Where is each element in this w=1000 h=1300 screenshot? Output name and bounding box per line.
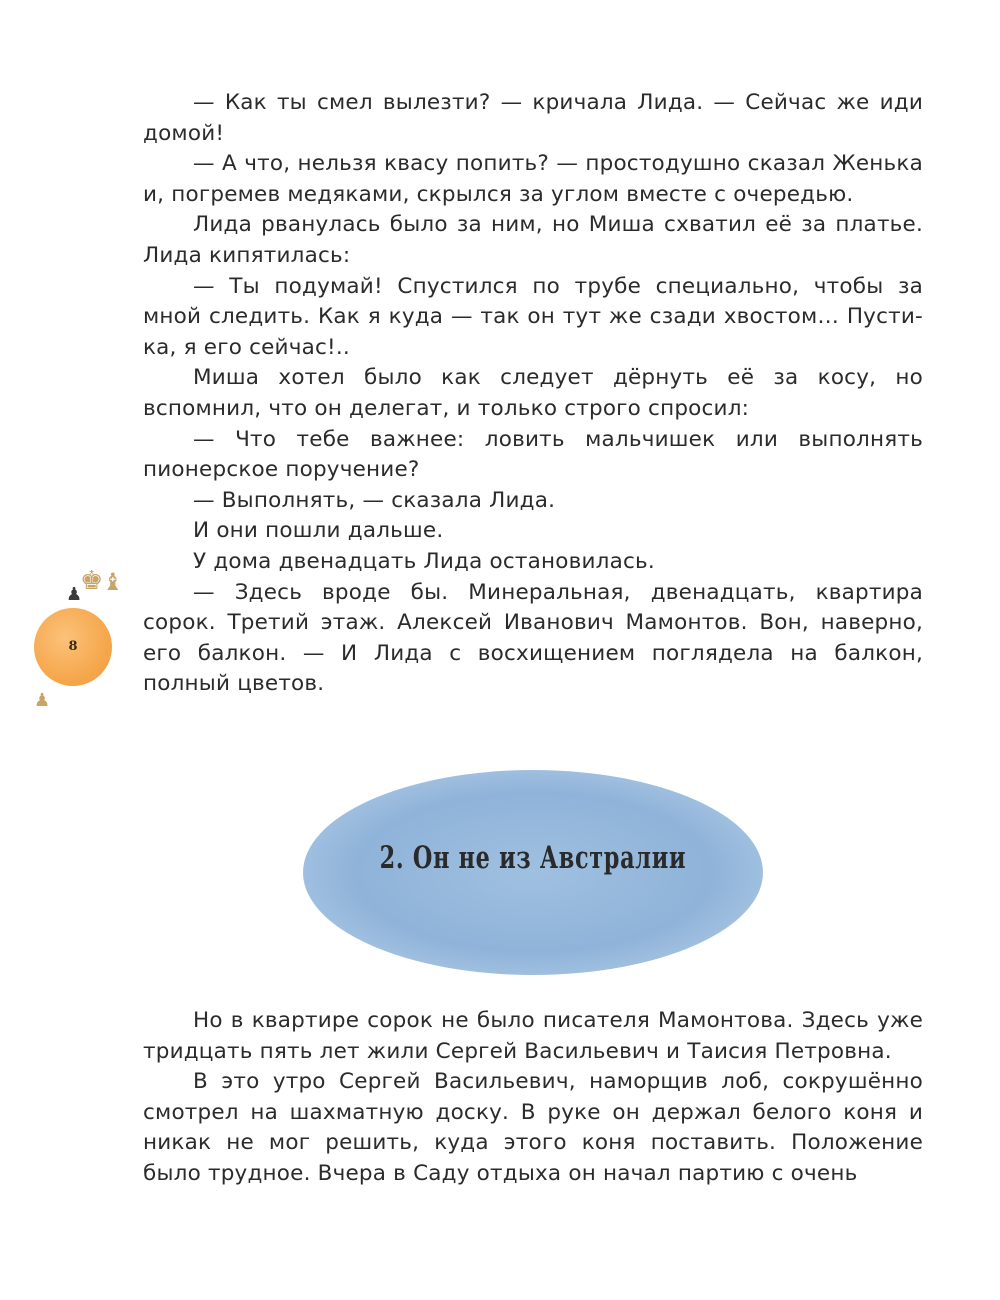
chess-king-icon: ♚ [80,566,104,596]
paragraph: — Ты подумай! Спустился по трубе специально, чтобы за мной следить. Как я куда — так он тут же сзади хвостом… Пусти-ка, я его сейчас!.. [143,273,923,360]
top-text-block [143,88,923,700]
chess-pawn-icon: ♟ [66,584,83,605]
page-number: 8 [68,639,78,654]
bottom-text-block [143,1006,923,1190]
paragraph: — Как ты смел вылезти? — кричала Лида. — Сейчас же иди домой! [143,90,923,146]
paragraph: — Что тебе важнее: ловить мальчишек или выполнять пионерское поручение? [143,426,923,483]
paragraph: В это утро Сергей Васильевич, наморщив лоб, сокрушённо смотрел на шахматную доску. В руке он держал белого коня и никак не мог решить, куда этого коня поставить. Положение было трудное. Вчера в Саду отдыха он начал партию с очень [143,1069,923,1186]
paragraph: Лида рванулась было за ним, но Миша схватил её за платье. Лида кипятилась: [143,212,923,268]
chess-bishop-icon: ♝ [102,568,124,596]
chess-pawn-icon: ♟ [34,690,51,711]
chapter-title: 2. Он не из Австралии [379,840,687,876]
paragraph: И они пошли дальше. [193,518,444,544]
paragraph: Но в квартире сорок не было писателя Мамонтова. Здесь уже тридцать пять лет жили Сергей Васильевич и Таисия Петровна. [143,1008,923,1064]
paragraph: — А что, нельзя квасу попить? — простодушно сказал Женька и, погремев медяками, скрылся за углом вместе с очередью. [143,151,923,207]
paragraph: — Выполнять, — сказала Лида. [193,487,556,513]
paragraph: — Здесь вроде бы. Минеральная, двенадцать, квартира сорок. Третий этаж. Алексей Иванович Мамонтов. Вон, наверно, его балкон. — И Лида с восхищением поглядела на балкон, полный цветов. [143,579,923,697]
paragraph: Миша хотел было как следует дёрнуть её за косу, но вспомнил, что он делегат, и только строго спросил: [143,365,923,421]
page-number-badge [34,608,112,686]
paragraph: У дома двенадцать Лида остановилась. [193,548,655,574]
page-number-decoration [0,560,130,720]
